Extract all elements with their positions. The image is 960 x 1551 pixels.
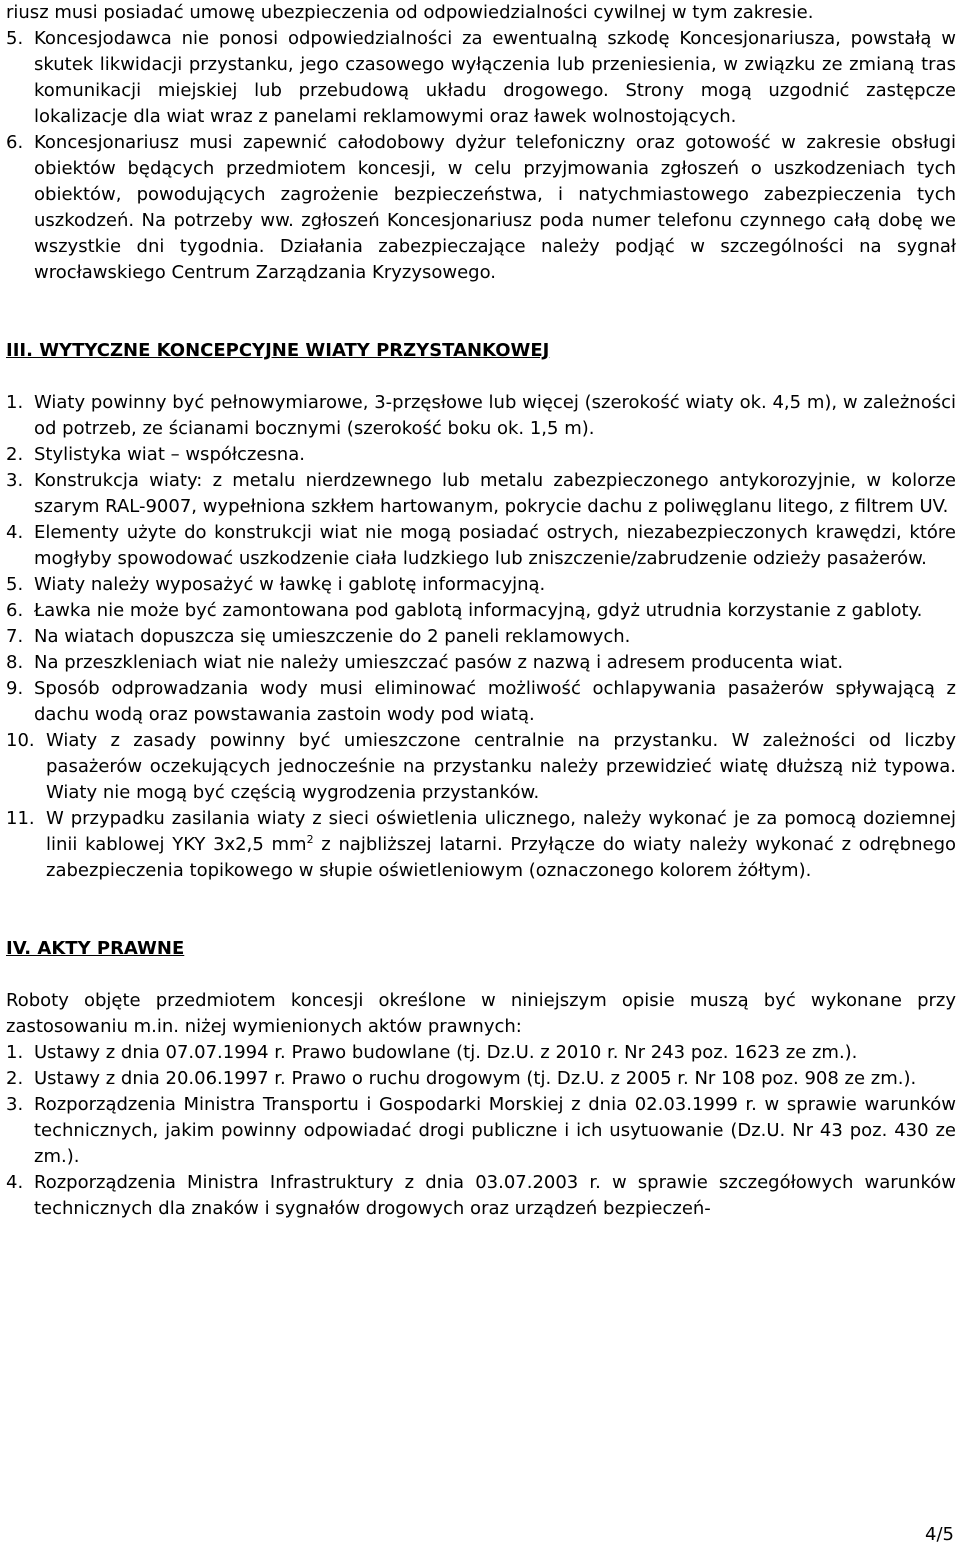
item-number: 5. [6, 28, 24, 49]
item-number: 11. [6, 808, 35, 829]
list-item [6, 1170, 956, 1222]
document-page [6, 0, 956, 1222]
list-item [6, 650, 956, 676]
section-heading-iii: III. WYTYCZNE KONCEPCYJNE WIATY PRZYSTANKOWEJ [6, 340, 550, 361]
list-item [6, 390, 956, 442]
item-text: Na przeszkleniach wiat nie należy umieszczać pasów z nazwą i adresem producenta wiat. [34, 652, 844, 673]
item-text: Koncesjodawca nie ponosi odpowiedzialności za ewentualną szkodę Koncesjonariusza, powstałą w skutek likwidacji przystanku, jego czasowego wyłączenia lub przeniesienia, w związku ze zmianą tras komunikacji miejskiej lub przebudową układu drogowego. Strony mogą uzgodnić zastępcze lokalizacje dla wiat wraz z panelami reklamowymi oraz ławek wolnostojących. [34, 28, 956, 127]
list-item [6, 26, 956, 130]
item-number: 10. [6, 730, 35, 751]
item-number: 5. [6, 574, 24, 595]
item-text: Konstrukcja wiaty: z metalu nierdzewnego lub metalu zabezpieczonego antykorozyjnie, w kolorze szarym RAL-9007, wypełniona szkłem hartowanym, pokrycie dachu z poliwęglanu litego, z filtrem UV. [34, 470, 956, 517]
item-text: Rozporządzenia Ministra Infrastruktury z dnia 03.07.2003 r. w sprawie szczegółowych warunków technicznych dla znaków i sygnałów drogowych oraz urządzeń bezpieczeń- [34, 1172, 956, 1219]
item-number: 4. [6, 522, 24, 543]
list-item [6, 1040, 956, 1066]
list-item [6, 1066, 956, 1092]
item-number: 6. [6, 600, 24, 621]
list-item [6, 520, 956, 572]
item-text: Elementy użyte do konstrukcji wiat nie mogą posiadać ostrych, niezabezpieczonych krawędzi, które mogłyby spowodować uszkodzenie ciała ludzkiego lub zniszczenie/zabrudzenie odzieży pasażerów. [34, 522, 956, 569]
item-text: Sposób odprowadzania wody musi eliminować możliwość ochlapywania pasażerów spływającą z dachu wodą oraz powstawania zastoin wody pod wiatą. [34, 678, 956, 725]
list-item [6, 468, 956, 520]
item-number: 6. [6, 132, 24, 153]
item-text-part: z najbliższej latarni. Przyłącze do wiaty należy wykonać z odrębnego zabezpieczenia topikowego w słupie oświetleniowym (oznaczonego kolorem żółtym). [46, 834, 957, 881]
item-text-part: W przypadku zasilania wiaty z sieci oświetlenia ulicznego, należy wykonać je za pomocą doziemnej linii kablowej YKY 3x2,5 mm [46, 808, 956, 855]
item-number: 3. [6, 1094, 24, 1115]
item-number: 3. [6, 470, 24, 491]
item-text [46, 806, 956, 884]
section-intro: Roboty objęte przedmiotem koncesji określone w niniejszym opisie muszą być wykonane przy zastosowaniu m.in. niżej wymienionych aktów prawnych: [6, 990, 956, 1037]
item-number: 1. [6, 1042, 24, 1063]
item-number: 8. [6, 652, 24, 673]
item-text: Ustawy z dnia 07.07.1994 r. Prawo budowlane (tj. Dz.U. z 2010 r. Nr 243 poz. 1623 ze zm.). [34, 1042, 858, 1063]
list-item [6, 598, 956, 624]
list-item [6, 806, 956, 884]
item-text: Rozporządzenia Ministra Transportu i Gospodarki Morskiej z dnia 02.03.1999 r. w sprawie warunków technicznych, jakim powinny odpowiadać drogi publiczne i ich usytuowanie (Dz.U. Nr 43 poz. 430 ze zm.). [34, 1094, 956, 1167]
list-item [6, 572, 956, 598]
list-item [6, 130, 956, 286]
item-text: Ławka nie może być zamontowana pod gablotą informacyjną, gdyż utrudnia korzystanie z gabloty. [34, 600, 923, 621]
list-item [6, 442, 956, 468]
item-text: Ustawy z dnia 20.06.1997 r. Prawo o ruchu drogowym (tj. Dz.U. z 2005 r. Nr 108 poz. 908 ze zm.). [34, 1068, 917, 1089]
item-text: Stylistyka wiat – współczesna. [34, 444, 305, 465]
item-text: Na wiatach dopuszcza się umieszczenie do 2 paneli reklamowych. [34, 626, 631, 647]
list-item [6, 624, 956, 650]
continued-paragraph: riusz musi posiadać umowę ubezpieczenia od odpowiedzialności cywilnej w tym zakresie. [6, 2, 814, 23]
item-number: 2. [6, 444, 24, 465]
section-heading-iv: IV. AKTY PRAWNE [6, 938, 185, 959]
item-number: 4. [6, 1172, 24, 1193]
item-number: 1. [6, 392, 24, 413]
page-number: 4/5 [925, 1524, 954, 1545]
item-text: Wiaty należy wyposażyć w ławkę i gablotę informacyjną. [34, 574, 546, 595]
list-item [6, 728, 956, 806]
list-item [6, 676, 956, 728]
item-number: 2. [6, 1068, 24, 1089]
item-text: Koncesjonariusz musi zapewnić całodobowy dyżur telefoniczny oraz gotowość w zakresie obsługi obiektów będących przedmiotem koncesji, w celu przyjmowania zgłoszeń o uszkodzeniach tych obiektów, powodujących zagrożenie bezpieczeństwa, i natychmiastowego zabezpieczenia tych uszkodzeń. Na potrzeby ww. zgłoszeń Koncesjonariusz poda numer telefonu czynnego całą dobę we wszystkie dni tygodnia. Działania zabezpieczające należy podjąć w szczególności na sygnał wrocławskiego Centrum Zarządzania Kryzysowego. [34, 132, 956, 283]
item-number: 9. [6, 678, 24, 699]
superscript: 2 [306, 833, 314, 846]
item-number: 7. [6, 626, 24, 647]
list-item [6, 1092, 956, 1170]
item-text: Wiaty z zasady powinny być umieszczone centralnie na przystanku. W zależności od liczby pasażerów oczekujących jednocześnie na przystanku należy przewidzieć wiatę dłuższą niż typowa. Wiaty nie mogą być częścią wygrodzenia przystanków. [46, 730, 956, 803]
item-text: Wiaty powinny być pełnowymiarowe, 3-przęsłowe lub więcej (szerokość wiaty ok. 4,5 m), w zależności od potrzeb, ze ścianami bocznymi (szerokość boku ok. 1,5 m). [34, 392, 956, 439]
